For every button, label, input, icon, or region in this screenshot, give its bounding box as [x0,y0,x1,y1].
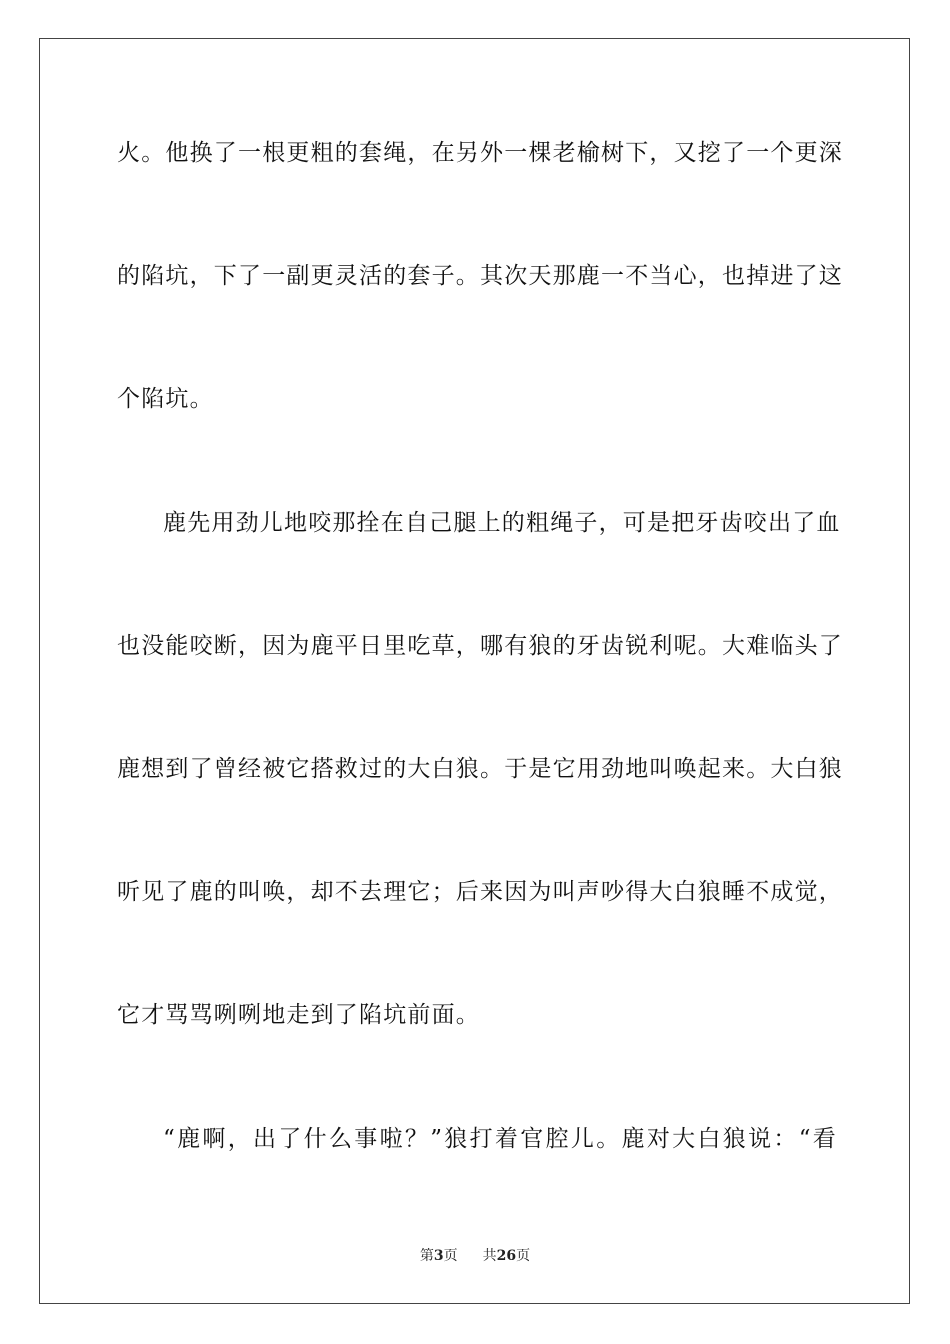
text-line-3: 个陷坑。 [117,386,214,412]
page-number: 3 [433,1248,444,1264]
page-suffix: 页 [443,1248,458,1264]
page-prefix: 第 [419,1248,434,1264]
text-line-2: 的陷坑，下了一副更灵活的套子。其次天那鹿一不当心，也掉进了这 [117,263,843,289]
total-suffix: 页 [516,1248,531,1264]
text-line-5: 也没能咬断，因为鹿平日里吃草，哪有狼的牙齿锐利呢。大难临头了 [117,633,843,659]
text-line-9: “鹿啊，出了什么事啦？”狼打着官腔儿。鹿对大白狼说：“看 [163,1126,837,1152]
page-footer [0,1247,950,1265]
total-pages: 26 [496,1248,517,1264]
text-line-1: 火。他换了一根更粗的套绳，在另外一棵老榆树下，又挖了一个更深 [117,140,843,166]
text-line-7: 听见了鹿的叫唤，却不去理它；后来因为叫声吵得大白狼睡不成觉， [117,879,843,905]
text-line-8: 它才骂骂咧咧地走到了陷坑前面。 [117,1002,480,1028]
text-line-6: 鹿想到了曾经被它搭救过的大白狼。于是它用劲地叫唤起来。大白狼 [117,756,843,782]
total-prefix: 共 [482,1248,497,1264]
text-line-4: 鹿先用劲儿地咬那拴在自己腿上的粗绳子，可是把牙齿咬出了血 [163,510,841,536]
page-frame [39,38,910,1304]
